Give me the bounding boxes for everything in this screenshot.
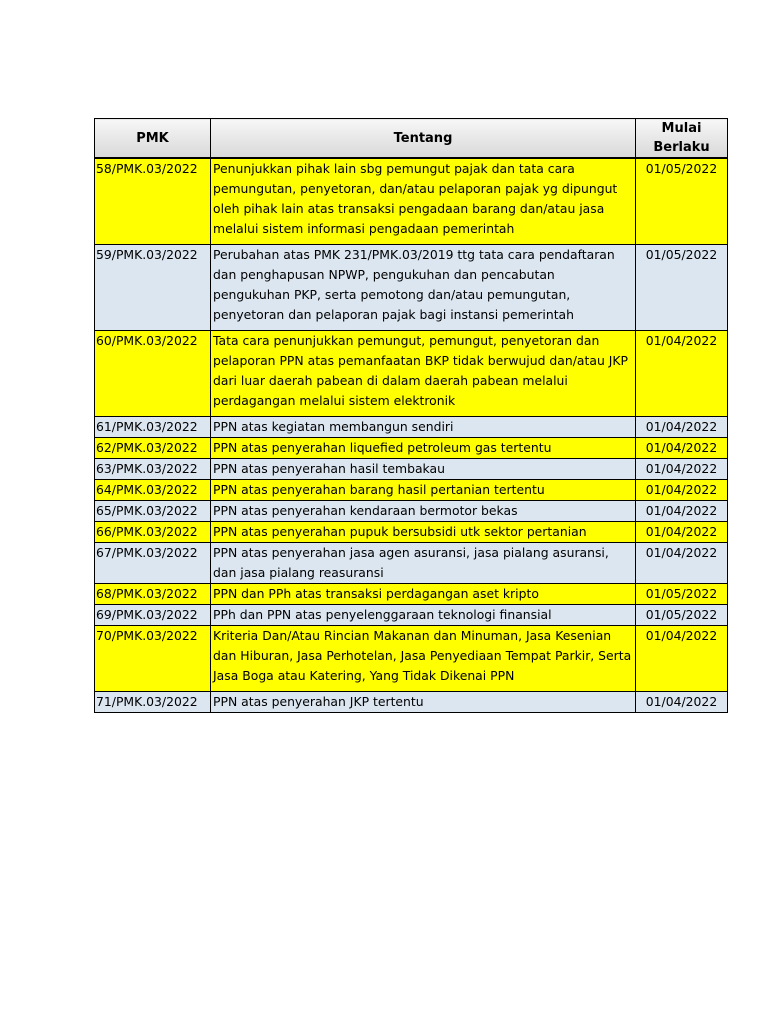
cell-tentang: PPN atas penyerahan hasil tembakau [211,458,636,479]
table-row [95,479,728,500]
cell-pmk: 68/PMK.03/2022 [95,583,211,604]
cell-pmk: 61/PMK.03/2022 [95,416,211,437]
header-mulai-berlaku [636,119,728,159]
table-row [95,416,728,437]
cell-mulai-berlaku: 01/05/2022 [636,604,728,625]
cell-mulai-berlaku: 01/04/2022 [636,330,728,416]
cell-tentang: Kriteria Dan/Atau Rincian Makanan dan Minuman, Jasa Kesenian dan Hiburan, Jasa Perhotelan, Jasa Penyediaan Tempat Parkir, Serta Jasa Boga atau Katering, Yang Tidak Dikenai PPN [211,625,636,691]
cell-mulai-berlaku: 01/05/2022 [636,583,728,604]
cell-pmk: 58/PMK.03/2022 [95,158,211,244]
header-pmk: PMK [95,119,211,159]
cell-tentang: Tata cara penunjukkan pemungut, pemungut, penyetoran dan pelaporan PPN atas pemanfaatan BKP tidak berwujud dan/atau JKP dari luar daerah pabean di dalam daerah pabean melalui perdagangan melalui sistem elektronik [211,330,636,416]
cell-tentang: PPN atas penyerahan liquefied petroleum gas tertentu [211,437,636,458]
cell-mulai-berlaku: 01/05/2022 [636,158,728,244]
cell-mulai-berlaku: 01/04/2022 [636,625,728,691]
cell-tentang: PPN atas kegiatan membangun sendiri [211,416,636,437]
cell-pmk: 62/PMK.03/2022 [95,437,211,458]
table-header-row [95,119,728,159]
table-row [95,542,728,583]
cell-mulai-berlaku: 01/04/2022 [636,542,728,583]
cell-mulai-berlaku: 01/04/2022 [636,458,728,479]
cell-tentang: PPN atas penyerahan pupuk bersubsidi utk sektor pertanian [211,521,636,542]
cell-pmk: 70/PMK.03/2022 [95,625,211,691]
table-row [95,604,728,625]
table-row [95,437,728,458]
cell-pmk: 71/PMK.03/2022 [95,691,211,712]
cell-tentang: PPh dan PPN atas penyelenggaraan teknologi finansial [211,604,636,625]
table-row [95,458,728,479]
cell-tentang: PPN atas penyerahan kendaraan bermotor bekas [211,500,636,521]
cell-pmk: 64/PMK.03/2022 [95,479,211,500]
header-mulai-line1: Mulai [661,121,702,136]
cell-pmk: 65/PMK.03/2022 [95,500,211,521]
cell-tentang: Penunjukkan pihak lain sbg pemungut pajak dan tata cara pemungutan, penyetoran, dan/atau pelaporan pajak yg dipungut oleh pihak lain atas transaksi pengadaan barang dan/atau jasa melalui sistem informasi pengadaan pemerintah [211,158,636,244]
cell-mulai-berlaku: 01/04/2022 [636,691,728,712]
cell-mulai-berlaku: 01/04/2022 [636,416,728,437]
table-row [95,244,728,330]
cell-tentang: Perubahan atas PMK 231/PMK.03/2019 ttg tata cara pendaftaran dan penghapusan NPWP, pengukuhan dan pencabutan pengukuhan PKP, serta pemotong dan/atau pemungutan, penyetoran dan pelaporan pajak bagi instansi pemerintah [211,244,636,330]
cell-pmk: 59/PMK.03/2022 [95,244,211,330]
table-row [95,521,728,542]
table-row [95,583,728,604]
table-row [95,330,728,416]
table-row [95,500,728,521]
cell-mulai-berlaku: 01/05/2022 [636,244,728,330]
cell-tentang: PPN atas penyerahan JKP tertentu [211,691,636,712]
cell-mulai-berlaku: 01/04/2022 [636,479,728,500]
cell-pmk: 67/PMK.03/2022 [95,542,211,583]
cell-tentang: PPN dan PPh atas transaksi perdagangan aset kripto [211,583,636,604]
table-row [95,625,728,691]
cell-mulai-berlaku: 01/04/2022 [636,521,728,542]
cell-mulai-berlaku: 01/04/2022 [636,500,728,521]
header-tentang: Tentang [211,119,636,159]
cell-mulai-berlaku: 01/04/2022 [636,437,728,458]
cell-tentang: PPN atas penyerahan barang hasil pertanian tertentu [211,479,636,500]
cell-pmk: 60/PMK.03/2022 [95,330,211,416]
cell-pmk: 66/PMK.03/2022 [95,521,211,542]
table-row [95,691,728,712]
header-mulai-line2: Berlaku [653,140,710,155]
table-row [95,158,728,244]
cell-tentang: PPN atas penyerahan jasa agen asuransi, jasa pialang asuransi, dan jasa pialang reasuransi [211,542,636,583]
cell-pmk: 69/PMK.03/2022 [95,604,211,625]
cell-pmk: 63/PMK.03/2022 [95,458,211,479]
pmk-regulation-table [94,118,728,713]
